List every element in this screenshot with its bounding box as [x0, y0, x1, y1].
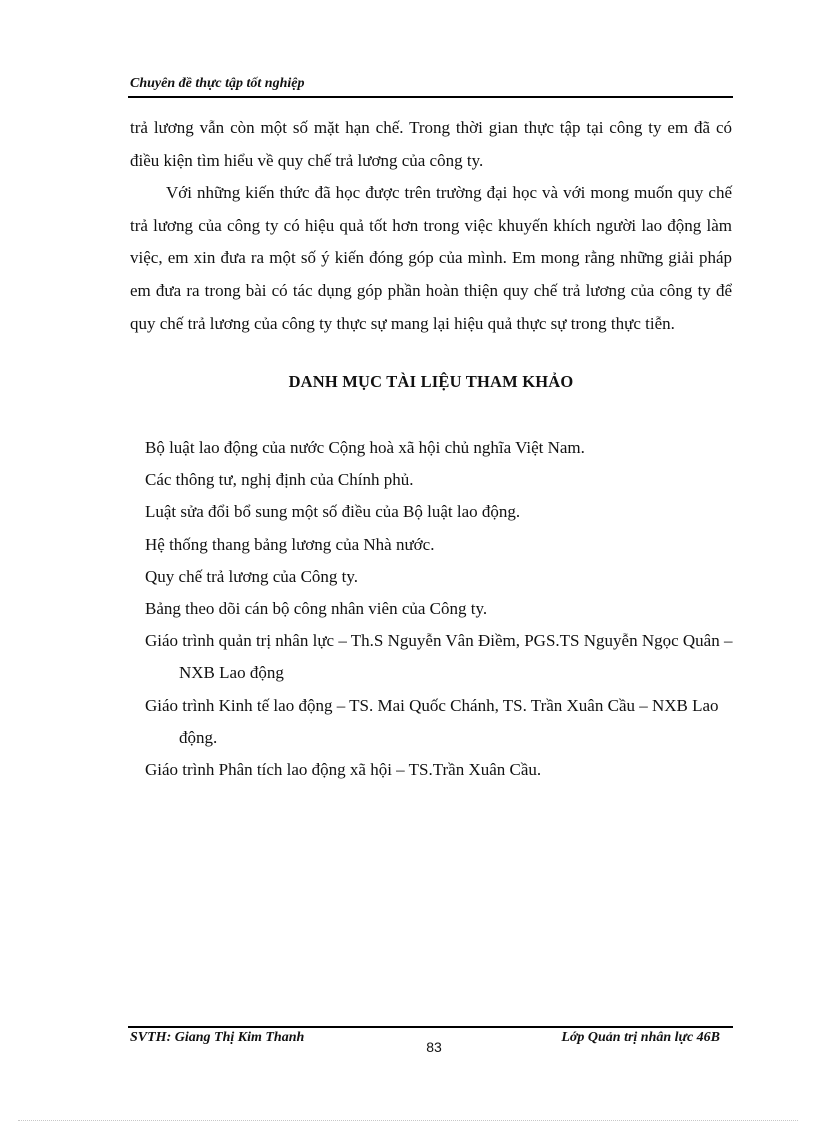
references-heading: DANH MỤC TÀI LIỆU THAM KHẢO: [288, 372, 574, 391]
reference-item: Hệ thống thang bảng lương của Nhà nước.: [145, 534, 435, 554]
reference-item: Quy chế trả lương của Công ty.: [145, 566, 359, 586]
footer-divider: [128, 1026, 733, 1028]
reference-item: Luật sửa đổi bổ sung một số điều của Bộ luật lao động.: [145, 502, 521, 522]
body-text: [130, 112, 732, 340]
page-number: 83: [426, 1039, 442, 1055]
paragraph-continuation: trả lương vẫn còn một số mặt hạn chế. Trong thời gian thực tập tại công ty em đã có điều kiện tìm hiểu về quy chế trả lương của công ty.: [130, 118, 732, 170]
reference-item: Các thông tư, nghị định của Chính phủ.: [145, 470, 414, 490]
header-divider: [128, 96, 733, 98]
footer-student: SVTH: Giang Thị Kim Thanh: [130, 1030, 305, 1045]
reference-item: Giáo trình quản trị nhân lực – Th.S Nguyễn Vân Điềm, PGS.TS Nguyễn Ngọc Quân – NXB Lao động: [145, 631, 733, 683]
paragraph-conclusion: Với những kiến thức đã học được trên trường đại học và với mong muốn quy chế trả lương của công ty có hiệu quả tốt hơn trong việc khuyến khích người lao động làm việc, em xin đưa ra một số ý kiến đóng góp của mình. Em mong rằng những giải pháp em đưa ra trong bài có tác dụng góp phần hoàn thiện quy chế trả lương của công ty để quy chế trả lương của công ty thực sự mang lại hiệu quả thực sự trong thực tiễn.: [130, 183, 732, 333]
references-list: [145, 432, 735, 786]
page-bottom-dotted-line: [18, 1120, 798, 1121]
reference-item: Bộ luật lao động của nước Cộng hoà xã hội chủ nghĩa Việt Nam.: [145, 438, 585, 457]
reference-item: Bảng theo dõi cán bộ công nhân viên của Công ty.: [145, 599, 488, 619]
reference-item: Giáo trình Phân tích lao động xã hội – TS.Trần Xuân Cầu.: [145, 760, 542, 780]
reference-item: Giáo trình Kinh tế lao động – TS. Mai Quốc Chánh, TS. Trần Xuân Cầu – NXB Lao động.: [145, 695, 719, 747]
footer-class: Lớp Quản trị nhân lực 46B: [561, 1030, 720, 1045]
running-header: Chuyên đề thực tập tốt nghiệp: [130, 76, 305, 91]
